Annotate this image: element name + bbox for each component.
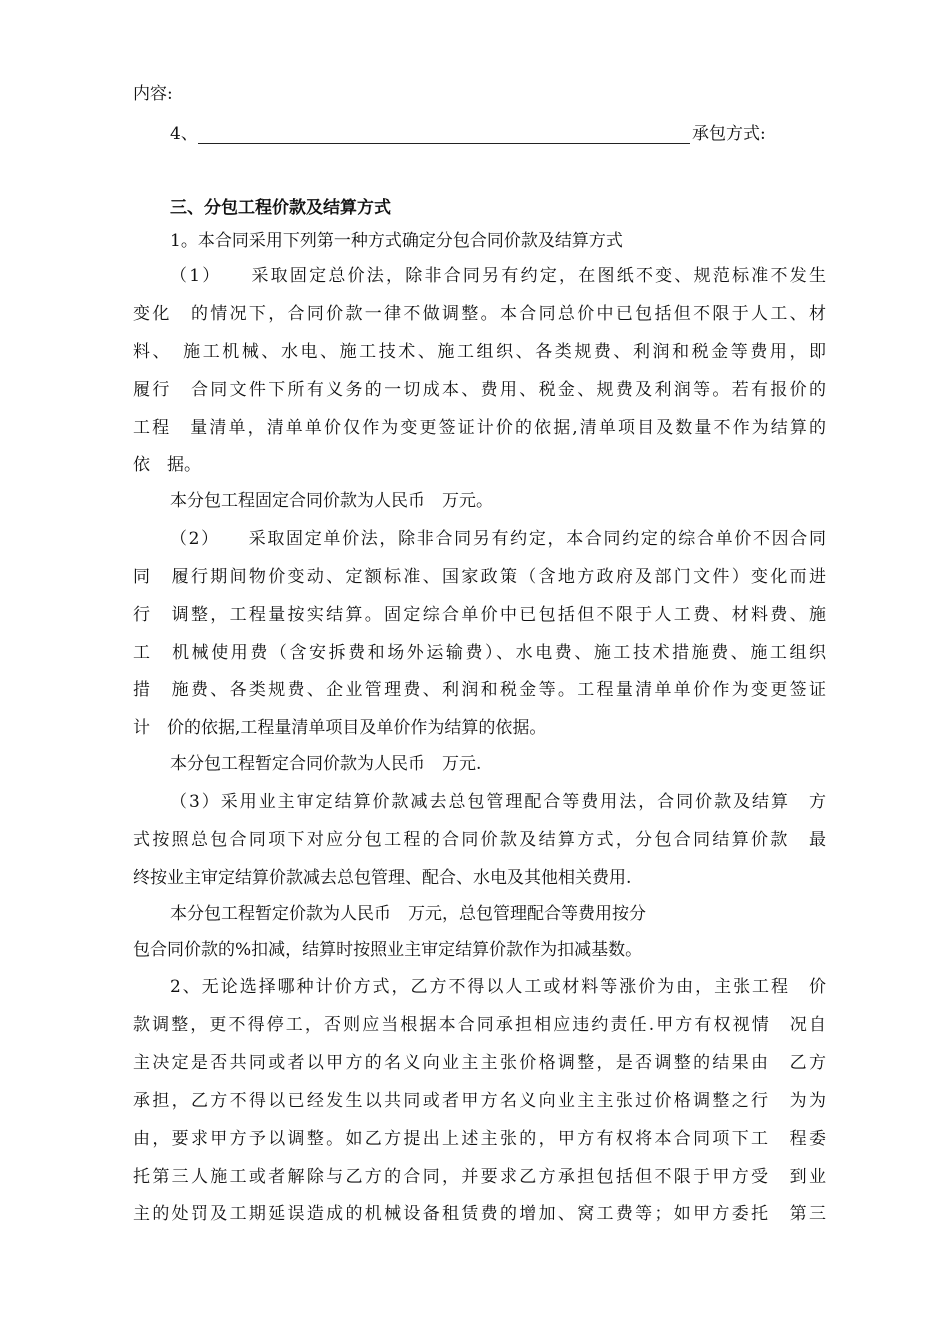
paragraph-line: 包合同价款的%扣减，结算时按照业主审定结算价款作为扣减基数。: [133, 940, 643, 960]
contract-method-label: 承包方式:: [692, 124, 766, 144]
paragraph-line: 本分包工程固定合同价款为人民币 万元。: [170, 491, 493, 511]
paragraph-line: 同 履行期间物价变动、定额标准、国家政策（含地方政府及部门文件）变化而进: [133, 567, 826, 587]
paragraph-line: 式按照总包合同项下对应分包工程的合同价款及结算方式，分包合同结算价款 最: [133, 830, 826, 850]
item-4-number: 4、: [170, 124, 198, 144]
item-4-blank-line: [198, 143, 690, 144]
paragraph-line: 托第三人施工或者解除与乙方的合同，并要求乙方承担包括但不限于甲方受 到业: [133, 1167, 826, 1187]
paragraph-line: 主决定是否共同或者以甲方的名义向业主主张价格调整，是否调整的结果由 乙方: [133, 1053, 826, 1073]
paragraph-line: 由，要求甲方予以调整。如乙方提出上述主张的，甲方有权将本合同项下工 程委: [133, 1129, 826, 1149]
paragraph-line: 措 施费、各类规费、企业管理费、利润和税金等。工程量清单单价作为变更签证: [133, 680, 826, 700]
paragraph-line: （3）采用业主审定结算价款减去总包管理配合等费用法，合同价款及结算 方: [170, 792, 826, 812]
paragraph-line: 计 价的依据,工程量清单项目及单价作为结算的依据。: [133, 718, 547, 738]
paragraph-line: 款调整，更不得停工，否则应当根据本合同承担相应违约责任.甲方有权视情 况自: [133, 1015, 826, 1035]
paragraph-line: （1） 采取固定总价法，除非合同另有约定，在图纸不变、规范标准不发生: [170, 266, 826, 286]
paragraph-line: 主的处罚及工期延误造成的机械设备租赁费的增加、窝工费等；如甲方委托 第三: [133, 1204, 826, 1224]
paragraph-line: 变化 的情况下，合同价款一律不做调整。本合同总价中已包括但不限于人工、材: [133, 304, 826, 324]
paragraph-line: 承担，乙方不得以已经发生以共同或者甲方名义向业主主张过价格调整之行 为为: [133, 1091, 826, 1111]
paragraph-line: 2、无论选择哪种计价方式，乙方不得以人工或材料等涨价为由，主张工程 价: [170, 977, 826, 997]
paragraph-line: 工 机械使用费（含安拆费和场外运输费）、水电费、施工技术措施费、施工组织: [133, 643, 826, 663]
paragraph-line: 依 据。: [133, 455, 201, 475]
paragraph-line: 工程 量清单，清单单价仅作为变更签证计价的依据,清单项目及数量不作为结算的: [133, 418, 826, 438]
section-heading: 三、分包工程价款及结算方式: [170, 198, 391, 218]
paragraph-line: 1。本合同采用下列第一种方式确定分包合同价款及结算方式: [170, 231, 623, 251]
content-label: 内容:: [133, 84, 173, 104]
paragraph-line: 本分包工程暂定价款为人民币 万元，总包管理配合等费用按分: [170, 904, 646, 924]
paragraph-line: 履行 合同文件下所有义务的一切成本、费用、税金、规费及利润等。若有报价的: [133, 380, 826, 400]
paragraph-line: （2） 采取固定单价法，除非合同另有约定，本合同约定的综合单价不因合同: [170, 529, 826, 549]
paragraph-line: 行 调整，工程量按实结算。固定综合单价中已包括但不限于人工费、材料费、施: [133, 605, 826, 625]
paragraph-line: 料、 施工机械、水电、施工技术、施工组织、各类规费、利润和税金等费用，即: [133, 342, 826, 362]
paragraph-line: 本分包工程暂定合同价款为人民币 万元.: [170, 754, 482, 774]
paragraph-line: 终按业主审定结算价款减去总包管理、配合、水电及其他相关费用.: [133, 868, 632, 888]
